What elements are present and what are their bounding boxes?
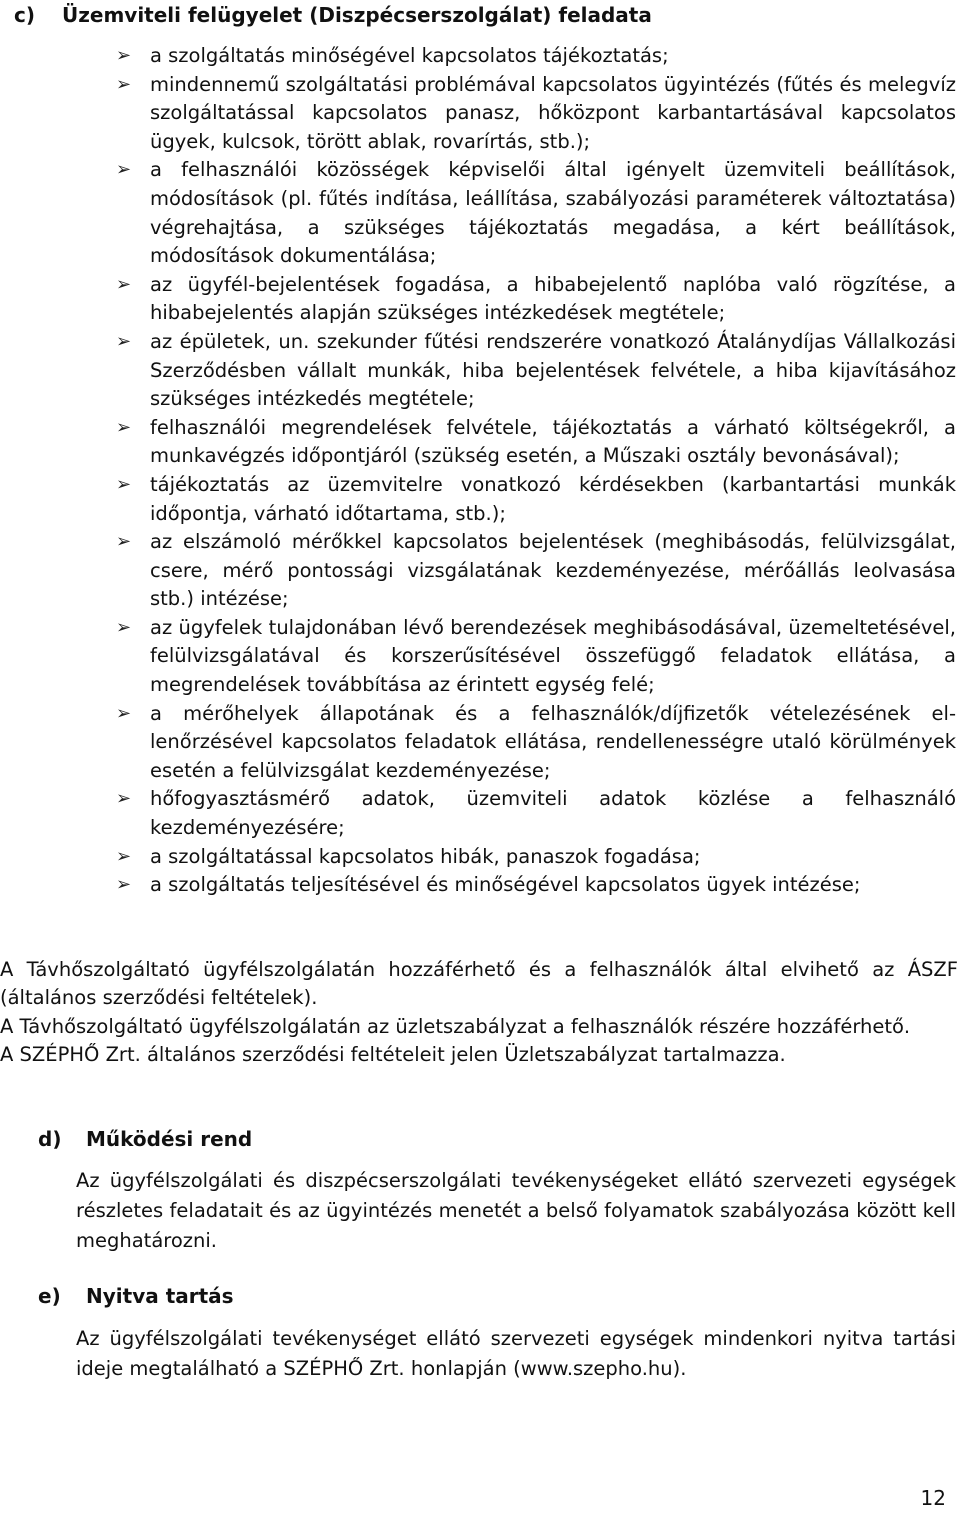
paragraph-uzletszabalyzat: A Távhőszolgáltató ügyfélszolgálatán az üzletszabályzat a felhasználók részére hozzáférhető.	[0, 1014, 911, 1038]
list-item: ➢ hőfogyasztásmérő adatok, üzemviteli adatok közlése a felhasználó kezdeményezésére;	[116, 787, 956, 840]
arrowhead-bullet-icon: ➢	[116, 616, 132, 638]
arrowhead-bullet-icon: ➢	[116, 159, 132, 181]
list-item: ➢ az ügyfelek tulajdonában lévő berendezések meghibásodásával, üzemeltetésével, felülvizsgálatával és korszerűsítésével összefüggő feladatok ellátása, a megrendelések továbbítása az érintett egység felé;	[116, 615, 956, 697]
list-item: ➢ a szolgáltatás minőségével kapcsolatos tájékoztatás;	[116, 42, 956, 71]
list-item: ➢ a mérőhelyek állapotának és a felhasználók/díjfizetők vételezésének ellenőrzésével kapcsolatos feladatok ellátása, rendellenességre utaló körülmények esetén a felülvizsgálat kezdeményezése;	[116, 701, 956, 782]
section-e-body: Az ügyfélszolgálati tevékenységet ellátó szervezeti egységek mindenkori nyitva tartási ideje megtalálható a SZÉPHŐ Zrt. honlapján (www.szepho.hu).	[76, 1327, 956, 1380]
paragraph-szepho: A SZÉPHŐ Zrt. általános szerződési feltételeit jelen Üzletszabályzat tartalmazza.	[0, 1042, 786, 1066]
list-item: ➢ az épületek, un. szekunder fűtési rendszerére vonatkozó Átalánydíjas Vállalkozási Szerződésben vállalt munkák, hiba bejelentések felvétele, a hiba kijavításához szükséges intézkedés megtétele;	[116, 329, 956, 411]
section-d-heading	[38, 1126, 252, 1152]
section-e-title: Nyitva tartás	[86, 1284, 234, 1308]
arrowhead-bullet-icon: ➢	[116, 330, 132, 352]
section-d-letter: d)	[38, 1127, 62, 1151]
list-item: ➢ tájékoztatás az üzemvitelre vonatkozó kérdésekben (karbantartási munkák időpontja, várható időtartama, stb.);	[116, 472, 956, 525]
section-c-title: Üzemviteli felügyelet (Diszpécserszolgálat) feladata	[62, 3, 652, 27]
arrowhead-bullet-icon: ➢	[116, 874, 132, 896]
arrowhead-bullet-icon: ➢	[116, 845, 132, 867]
section-c-letter: c)	[14, 3, 35, 27]
list-item: ➢ az elszámoló mérőkkel kapcsolatos bejelentések (meghibásodás, felülvizsgálat, csere, mérő pontossági vizsgálatának kezdeményezése, mérőállás leolvasása stb.) intézése;	[116, 530, 956, 611]
section-d-title: Működési rend	[86, 1127, 253, 1151]
section-c-heading	[14, 2, 652, 28]
list-item: ➢ a szolgáltatás teljesítésével és minőségével kapcsolatos ügyek intézése;	[116, 871, 956, 900]
arrowhead-bullet-icon: ➢	[116, 273, 132, 295]
list-item: ➢ felhasználói megrendelések felvétele, tájékoztatás a várható költségekről, a munkavégzés időpontjáról (szükség esetén, a Műszaki osztály bevonásával);	[116, 415, 956, 468]
arrowhead-bullet-icon: ➢	[116, 473, 132, 495]
arrowhead-bullet-icon: ➢	[116, 73, 132, 95]
paragraph-aszf: A Távhőszolgáltató ügyfélszolgálatán hozzáférhető és a felhasználók által elvihető az ÁSZF (általános szerződési feltételek).	[0, 958, 958, 1010]
arrowhead-bullet-icon: ➢	[116, 531, 132, 553]
arrowhead-bullet-icon: ➢	[116, 702, 132, 724]
page-number: 12	[920, 1486, 946, 1510]
arrowhead-bullet-icon: ➢	[116, 788, 132, 810]
section-d-body: Az ügyfélszolgálati és diszpécserszolgálati tevékenységeket ellátó szervezeti egységek részletes feladatait és az ügyintézés menetét a belső folyamatok szabályozása között kell meghatározni.	[76, 1169, 956, 1252]
list-item: ➢ a szolgáltatással kapcsolatos hibák, panaszok fogadása;	[116, 843, 956, 872]
section-e-heading	[38, 1283, 234, 1309]
list-item: ➢ mindennemű szolgáltatási problémával kapcsolatos ügyintézés (fűtés és melegvíz szolgáltatással kapcsolatos panasz, hőközpont karbantartásával kapcsolatos ügyek, kulcsok, törött ablak, rovarírtás, stb.);	[116, 72, 956, 153]
section-c-bullet-list	[116, 42, 956, 900]
arrowhead-bullet-icon: ➢	[116, 416, 132, 438]
list-item: ➢ az ügyfél-bejelentések fogadása, a hibabejelentő naplóba való rögzítése, a hibabejelentés alapján szükséges intézkedések megtétele;	[116, 272, 956, 325]
info-paragraphs	[0, 956, 958, 1069]
arrowhead-bullet-icon: ➢	[116, 45, 132, 66]
list-item: ➢ a felhasználói közösségek képviselői által igényelt üzemviteli beállítások, módosítások (pl. fűtés indítása, leállítása, szabályozási paraméterek változtatása) végrehajtása, a szükséges tájékoztatás megadása, a kért beállítások, módosítások dokumentálása;	[116, 158, 956, 268]
section-e-letter: e)	[38, 1284, 61, 1308]
